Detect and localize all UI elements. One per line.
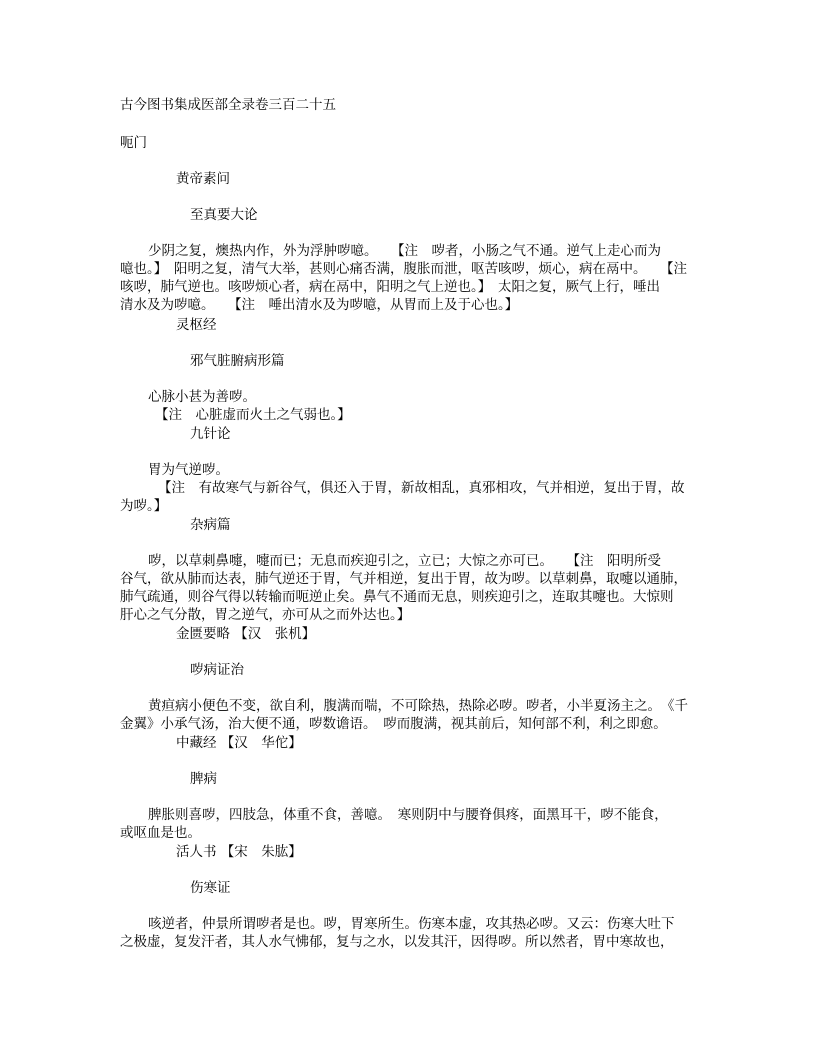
book-heading: 中藏经 【汉 华佗】	[176, 735, 302, 751]
paragraph	[120, 915, 696, 951]
text-line: 哕，以草刺鼻嚏，嚏而已；无息而疾迎引之，立已；大惊之亦可已。 【注 阳明所受	[148, 553, 661, 569]
text-line: 清水及为哕噫。 【注 唾出清水及为哕噫，从胃而上及于心也。】	[120, 297, 519, 313]
text-line: 谷气，欲从肺而达表，肺气逆还于胃，气并相逆，复出于胃，故为哕。以草刺鼻，取嚏以通肺，	[120, 571, 687, 587]
chapter-heading: 脾病	[190, 771, 217, 787]
text-line: 胃为气逆哕。	[148, 462, 229, 478]
paragraph	[120, 806, 696, 842]
book-heading: 黄帝素问	[176, 171, 230, 187]
chapter-heading: 九针论	[190, 426, 231, 442]
text-line: 脾胀则喜哕，四肢急，体重不食，善噫。 寒则阴中与腰脊俱疼，面黑耳干，哕不能食，	[148, 807, 668, 823]
text-line: 肝心之气分散，胃之逆气，亦可从之而外达也。】	[120, 607, 411, 623]
text-line: 少阴之复，燠热内作，外为浮肿哕噫。 【注 哕者，小肠之气不通。逆气上走心而为	[148, 243, 661, 259]
paragraph	[120, 697, 696, 733]
annotation: 【注 心脏虚而火土之气弱也。】	[155, 407, 351, 423]
paragraph	[120, 552, 696, 624]
text-line: 心脉小甚为善哕。	[148, 389, 256, 405]
text-line: 咳哕，肺气逆也。咳哕烦心者，病在鬲中，阳明之气上逆也。】 太阳之复，厥气上行，唾出	[120, 279, 660, 295]
book-heading: 活人书 【宋 朱肱】	[176, 844, 302, 860]
chapter-heading: 至真要大论	[190, 207, 258, 223]
text-line: 黄疸病小便色不变，欲自利，腹满而喘，不可除热，热除必哕。哕者，小半夏汤主之。 《千	[148, 698, 688, 714]
chapter-heading: 邪气脏腑病形篇	[190, 353, 285, 369]
text-line: 肺气疏通，则谷气得以转输而呃逆止矣。鼻气不通而无息，则疾迎引之，连取其嚏也。大惊则	[120, 589, 674, 605]
text-line: 【注 有故寒气与新谷气，俱还入于胃，新故相乱，真邪相攻，气并相逆，复出于胃，故	[158, 480, 685, 496]
chapter-heading: 杂病篇	[190, 517, 231, 533]
book-heading: 金匮要略 【汉 张机】	[176, 626, 316, 642]
text-line: 或呕血是也。	[120, 825, 201, 841]
text-line: 噫也。】 阳明之复，清气大举，甚则心痛否满，腹胀而泄，呕苦咳哕，烦心，病在鬲中。 【注	[120, 261, 687, 277]
chapter-heading: 哕病证治	[190, 662, 244, 678]
chapter-heading: 伤寒证	[190, 880, 231, 896]
paragraph	[120, 242, 696, 314]
text-line: 咳逆者，仲景所谓哕者是也。哕，胃寒所生。伤寒本虚，攻其热必哕。又云：伤寒大吐下	[148, 916, 675, 932]
annotation	[120, 479, 696, 515]
page-title: 古今图书集成医部全录卷三百二十五	[120, 97, 336, 113]
category-heading: 呃门	[120, 135, 147, 151]
text-line: 为哕。】	[120, 498, 168, 514]
text-line: 金翼》小承气汤，治大便不通，哕数谵语。 哕而腹满，视其前后，知何部不利，利之即愈。	[120, 716, 667, 732]
text-line: 之极虚，复发汗者，其人水气怫郁，复与之水，以发其汗，因得哕。所以然者，胃中寒故也，	[120, 934, 674, 950]
book-heading: 灵枢经	[176, 317, 217, 333]
